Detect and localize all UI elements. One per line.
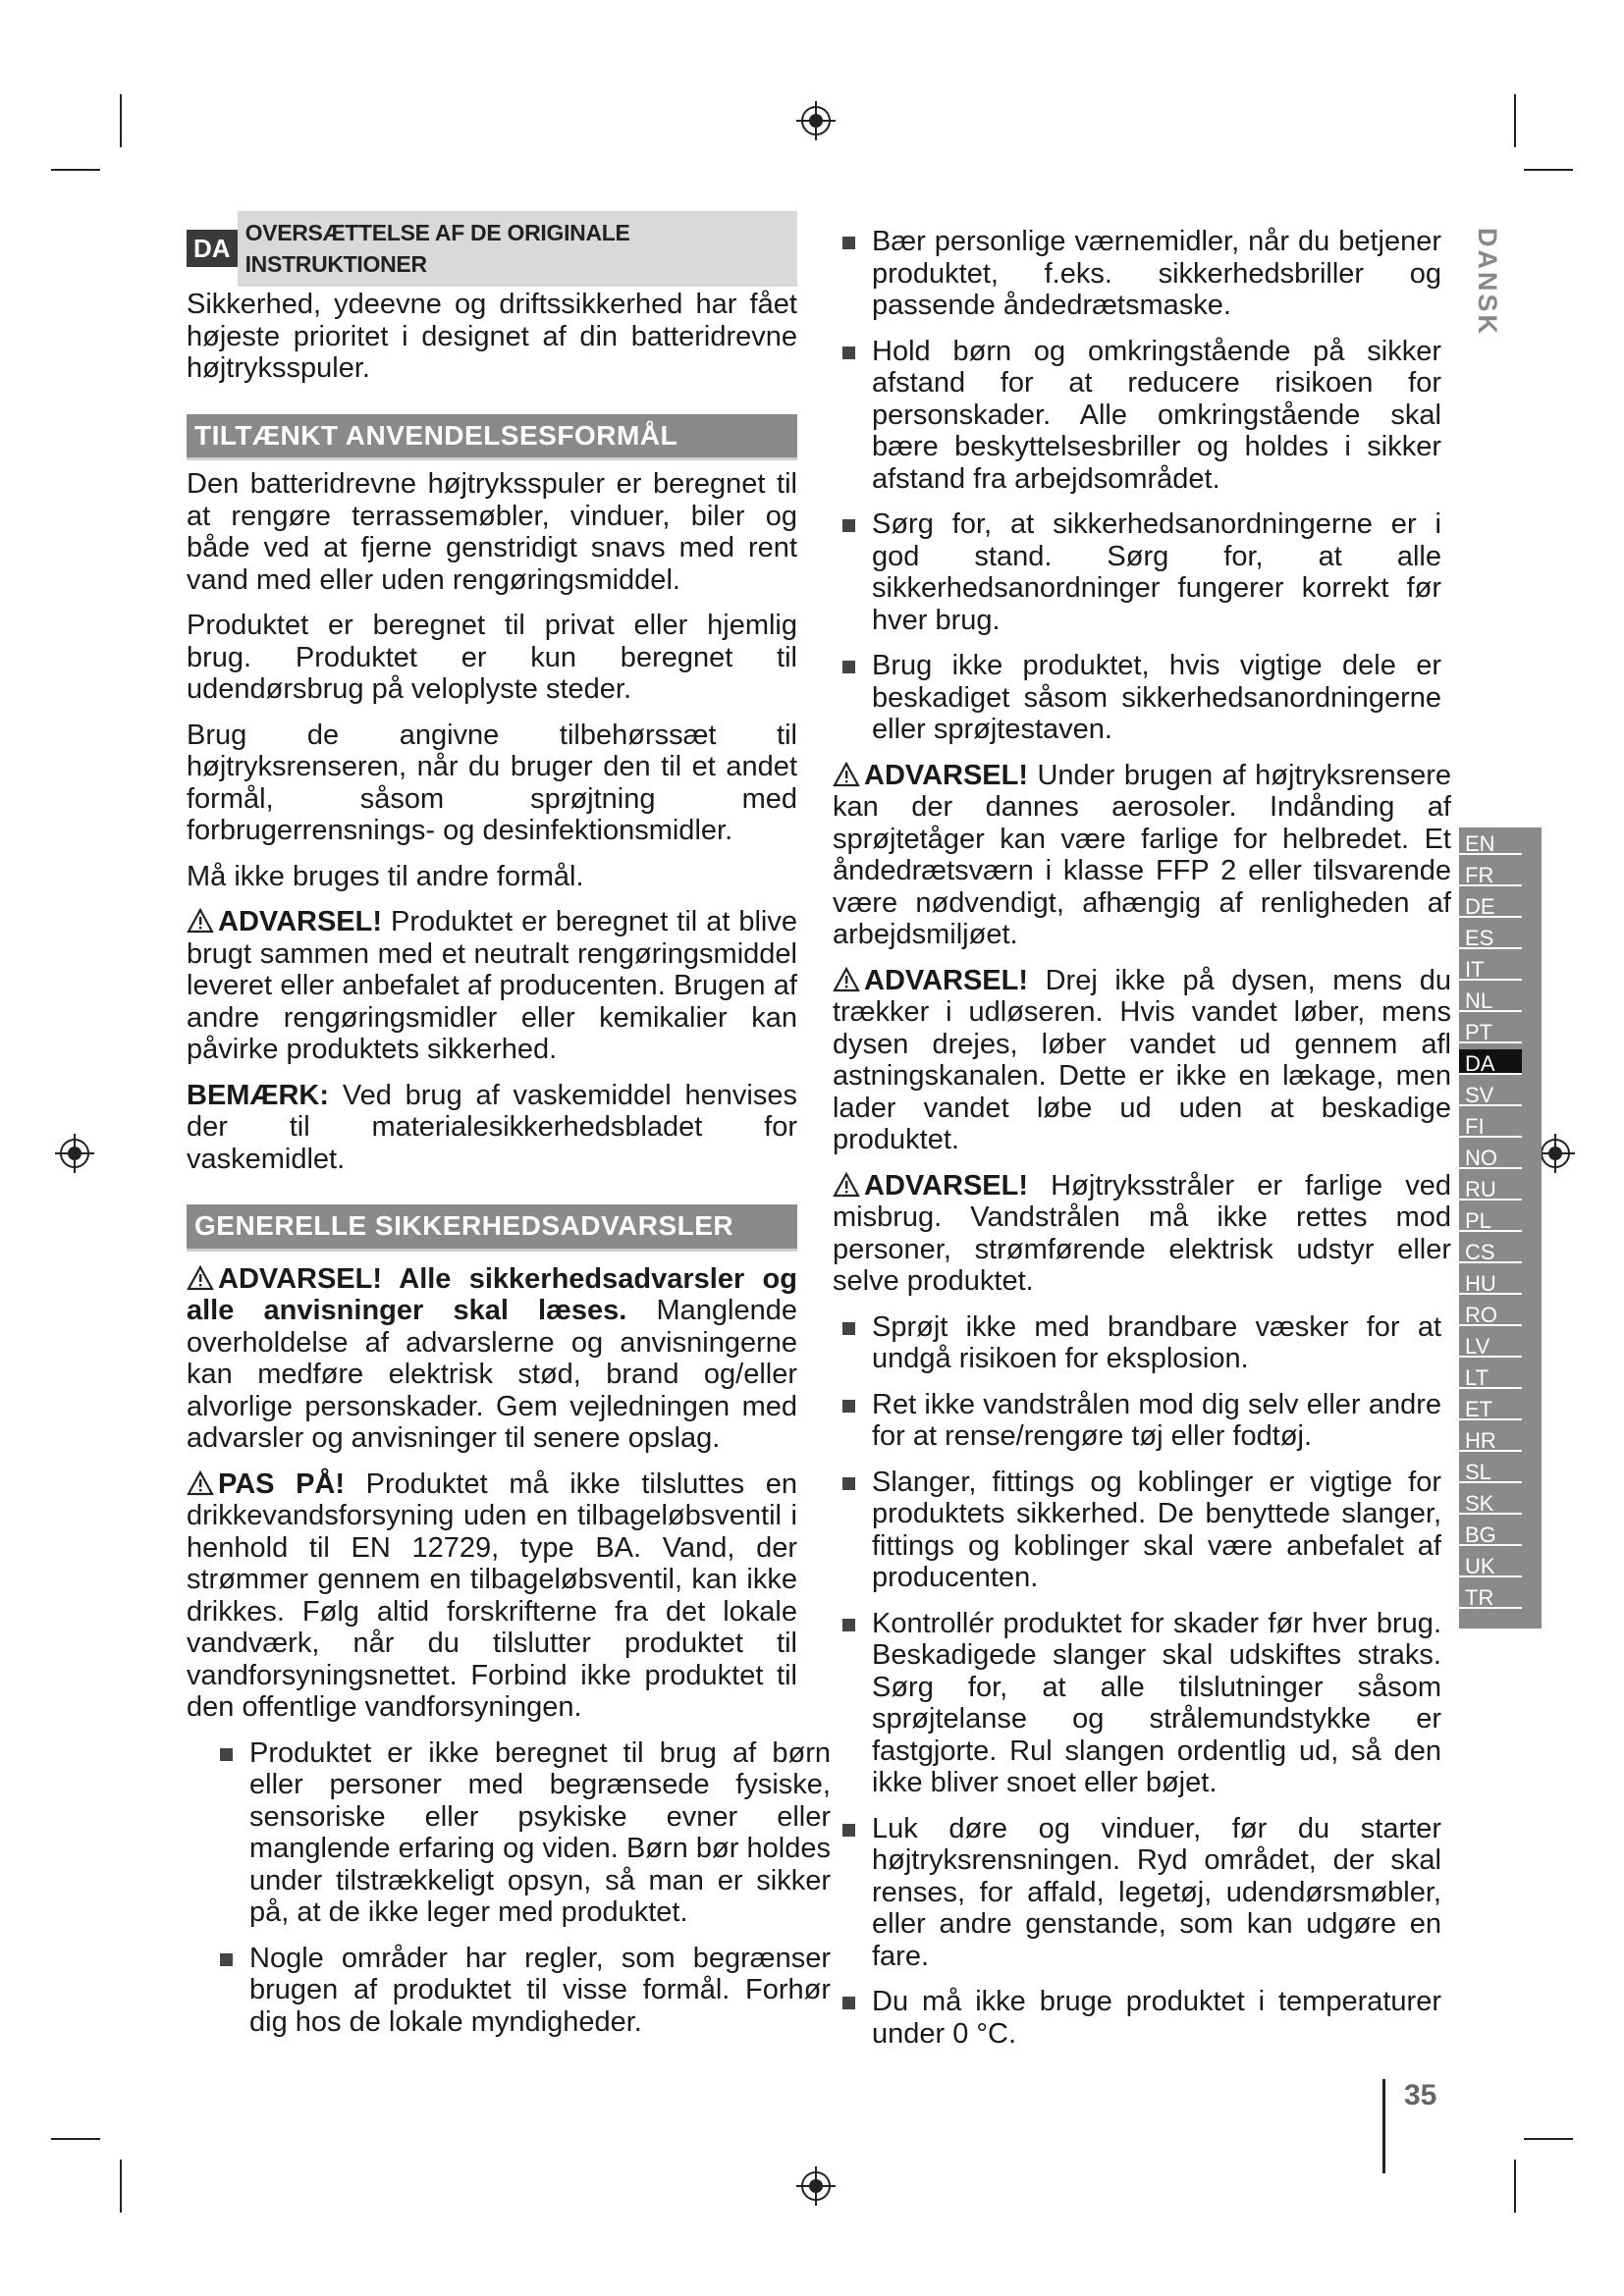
warning-text: Manglende overholdelse af advarslerne og anvisningerne kan medføre elektrisk stød, brand og/eller alvorlige personskader. Gem vejledningen med advarsler og anvisninger til senere opslag. [187,1295,797,1454]
language-index-bar [1459,828,1542,1629]
list-item-text: Kontrollér produktet for skader før hver brug. Beskadigede slanger skal udskiftes straks. Sørg for, at alle tilslutninger såsom sprøjtelanse og strålemundstykke er fastgjorte. Rul slangen ordentlig ud, så den ikke bliver snoet eller bøjet. [872,1607,1441,1798]
language-tab-sl: SL [1459,1458,1522,1483]
warning-paragraph [187,906,797,1066]
bullet-square-icon [842,1477,855,1490]
crop-mark [1514,2160,1516,2213]
warning-label: ADVARSEL! [218,906,383,937]
language-tab-nl: NL [1459,987,1522,1012]
list-item-text: Bær personlige værnemidler, når du betjener produktet, f.eks. sikkerhedsbriller og passende åndedrætsmaske. [872,226,1441,321]
list-item-text: Luk døre og vinduer, før du starter højtryksrensningen. Ryd området, der skal renses, for affald, legetøj, udendørsmøbler, eller andre genstande, som kan udgøre en fare. [872,1812,1441,1972]
crop-mark [1524,169,1573,171]
intro-paragraph: Sikkerhed, ydeevne og driftssikkerhed har fået højeste prioritet i designet af din batteridrevne højtryksspuler. [187,289,797,384]
bullet-square-icon [842,661,855,673]
language-tab-sv: SV [1459,1081,1522,1106]
language-tab-lv: LV [1459,1332,1522,1358]
list-item [833,508,1441,636]
crop-mark [1514,94,1516,147]
list-item [833,1813,1441,1973]
language-tab-hu: HU [1459,1269,1522,1295]
bullet-square-icon [842,1400,855,1413]
caution-text: Produktet må ikke tilsluttes en drikkevandsforsyning uden en tilbageløbsventil i henhold til EN 12729, type BA. Vand, der strømmer gennem en tilbageløbsventil, kan ikke drikkes. Følg altid forskrifterne fra det lokale vandværk, når du tilslutter produktet til vandforsyningsnettet. Forbind ikke produktet til den offentlige vandforsyningen. [187,1468,797,1723]
header-banner [187,219,797,277]
warning-paragraph [833,1170,1451,1298]
crop-mark [1524,2138,1573,2140]
note-label: BEMÆRK: [187,1079,329,1111]
bullet-square-icon [842,1619,855,1631]
registration-mark-icon [796,101,836,140]
language-tab-uk: UK [1459,1552,1522,1577]
bullet-square-icon [842,519,855,532]
warning-text: Højtryksstråler er farlige ved misbrug. Vandstrålen må ikke rettes mod personer, strømførende elektrisk udstyr eller selve produktet. [833,1169,1451,1297]
list-item [833,336,1441,496]
list-item [833,650,1441,746]
warning-paragraph [187,1263,797,1455]
warning-triangle-icon [187,908,214,934]
language-tab-de: DE [1459,892,1522,918]
page-number-divider [1382,2079,1385,2173]
bullet-square-icon [842,1997,855,2009]
language-tab-tr: TR [1459,1583,1522,1609]
language-tab-cs: CS [1459,1238,1522,1263]
warning-text: Drej ikke på dysen, mens du trækker i udløseren. Hvis vandet løber, mens dysen drejes, løber vandet ud gennem afl astningskanalen. Dette er ikke en lækage, men lader vandet løbe ud uden at beskadige produktet. [833,964,1451,1155]
list-item [833,1389,1441,1453]
crop-mark [120,94,122,147]
crop-mark [51,169,100,171]
bullet-square-icon [220,1953,233,1966]
warning-triangle-icon [833,1172,860,1198]
bullet-square-icon [842,237,855,249]
list-item-text: Sørg for, at sikkerhedsanordningerne er i god stand. Sørg for, at alle sikkerhedsanordninger fungerer korrekt før hver brug. [872,508,1441,636]
registration-mark-icon [796,2166,836,2206]
paragraph: Må ikke bruges til andre formål. [187,860,584,892]
language-tab-ro: RO [1459,1301,1522,1326]
warning-text: Produktet er beregnet til at blive brugt sammen med et neutralt rengøringsmiddel leveret eller anbefalet af producenten. Brugen af andre rengøringsmidler eller kemikalier kan påvirke produktets sikkerhed. [187,906,797,1065]
list-item-text: Sprøjt ikke med brandbare væsker for at undgå risikoen for eksplosion. [872,1310,1441,1374]
language-tab-lt: LT [1459,1363,1522,1389]
language-tab-es: ES [1459,924,1522,949]
warning-triangle-icon [187,1265,214,1291]
list-item [210,1737,831,1929]
crop-mark [51,2138,100,2140]
list-item [833,1986,1441,2050]
caution-label: PAS PÅ! [218,1468,346,1500]
list-item-text: Ret ikke vandstrålen mod dig selv eller andre for at rense/rengøre tøj eller fodtøj. [872,1388,1441,1452]
list-item [833,226,1441,322]
section-heading-general-safety: GENERELLE SIKKERHEDSADVARSLER [187,1204,797,1252]
bullet-square-icon [220,1748,233,1761]
warning-triangle-icon [833,762,860,787]
registration-mark-icon [1536,1134,1575,1173]
warning-label: ADVARSEL! [864,759,1029,791]
language-tab-fr: FR [1459,861,1522,886]
list-item [210,1943,831,2039]
list-item-text: Hold børn og omkringstående på sikker afstand for at reducere risikoen for personskader. Alle omkringstående skal bære beskyttelsesbriller og holdes i sikker afstand fra arbejdsområdet. [872,335,1441,495]
bullet-square-icon [842,1322,855,1335]
warning-label: ADVARSEL! [864,1169,1029,1201]
language-tab-it: IT [1459,955,1522,981]
list-item [833,1311,1441,1375]
language-tab-ru: RU [1459,1175,1522,1201]
language-tab-pt: PT [1459,1018,1522,1043]
right-column [833,226,1473,2050]
language-tab-fi: FI [1459,1112,1522,1138]
language-tab-pl: PL [1459,1206,1522,1232]
language-tab-da: DA [1459,1049,1522,1075]
registration-mark-icon [55,1134,94,1173]
warning-label: ADVARSEL! Alle sikkerhedsadvarsler og alle anvisninger skal læses. [187,1262,797,1326]
list-item-text: Brug ikke produktet, hvis vigtige dele er beskadiget såsom sikkerhedsanordningerne eller sprøjtestaven. [872,650,1441,745]
language-tab-bg: BG [1459,1521,1522,1546]
language-tab-et: ET [1459,1395,1522,1420]
caution-paragraph [187,1468,797,1724]
warning-label: ADVARSEL! [864,964,1029,996]
warning-paragraph [833,760,1451,951]
note-text: Ved brug af vaskemiddel henvises der til materialesikkerhedsbladet for vaskemidlet. [187,1079,797,1175]
language-code-badge: DA [187,230,238,268]
list-item [833,1467,1441,1594]
list-item-text: Du må ikke bruge produktet i temperaturer under 0 °C. [872,1986,1441,2050]
language-tab-sk: SK [1459,1489,1522,1515]
paragraph: Brug de angivne tilbehørssæt til højtryksrenseren, når du bruger den til et andet formål, såsom sprøjtning med forbrugerrensnings- og desinfektionsmidler. [187,719,797,846]
warning-triangle-icon [833,967,860,992]
bullet-square-icon [842,1824,855,1837]
bullet-square-icon [842,347,855,359]
left-column [187,219,831,2038]
warning-triangle-icon [187,1470,214,1496]
list-item-text: Slanger, fittings og koblinger er vigtige for produktets sikkerhed. De benyttede slanger, fittings og koblinger skal være anbefalet af producenten. [872,1466,1441,1593]
note-paragraph [187,1080,797,1176]
crop-mark [120,2160,122,2213]
paragraph: Produktet er beregnet til privat eller hjemlig brug. Produktet er kun beregnet til udendørsbrug på veloplyste steder. [187,610,797,705]
warning-text: Under brugen af højtryksrensere kan der dannes aerosoler. Indånding af sprøjtetåger kan være farlige for helbredet. Et åndedrætsværn i klasse FFP 2 eller tilsvarende være nødvendigt, afhængig af renligheden af arbejdsmiljøet. [833,759,1451,950]
list-item-text: Produktet er ikke beregnet til brug af børn eller personer med begrænsede fysiske, sensoriske eller psykiske evner eller manglende erfaring og viden. Børn bør holdes under tilstrækkeligt opsyn, så man er sikker på, at de ikke leger med produktet. [249,1736,831,1928]
header-title: OVERSÆTTELSE AF DE ORIGINALE INSTRUKTIONER [238,211,797,287]
list-item-text: Nogle områder har regler, som begrænser brugen af produktet til visse formål. Forhør dig hos de lokale myndigheder. [249,1942,831,2038]
language-tab-en: EN [1459,829,1522,855]
warning-paragraph [833,965,1451,1156]
language-tab-hr: HR [1459,1426,1522,1452]
language-tab-no: NO [1459,1144,1522,1169]
paragraph: Den batteridrevne højtryksspuler er beregnet til at rengøre terrassemøbler, vinduer, biler og både ved at fjerne genstridigt snavs med rent vand med eller uden rengøringsmiddel. [187,468,797,596]
page-number: 35 [1404,2079,1437,2111]
section-heading-intended-use: TILTÆNKT ANVENDELSESFORMÅL [187,414,797,461]
list-item [833,1608,1441,1799]
side-language-tab: DANSK [1473,228,1502,338]
